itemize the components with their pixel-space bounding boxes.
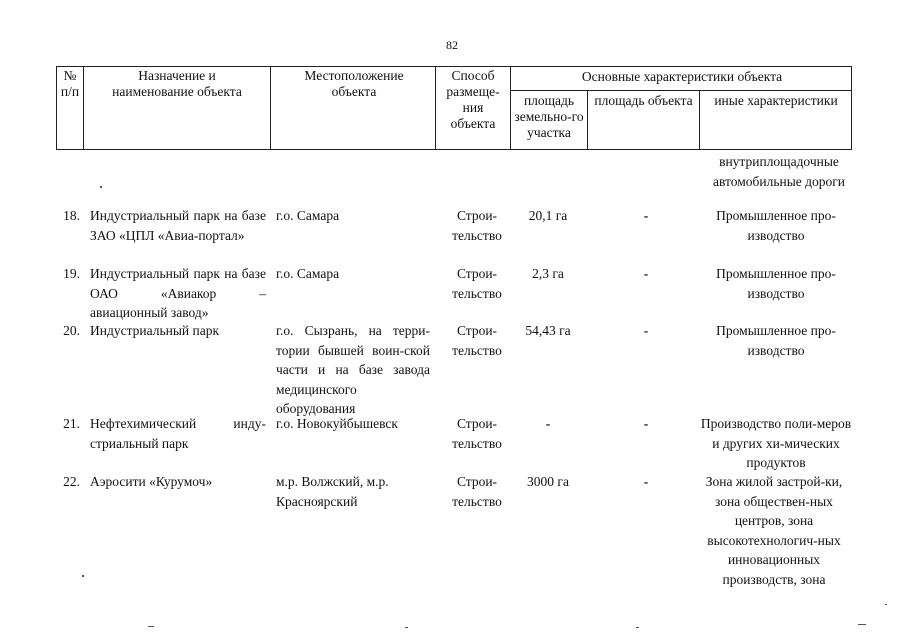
scan-speck: [100, 186, 102, 188]
placement-method: Строи-тельство: [452, 208, 502, 243]
placement-method: Строи-тельство: [452, 474, 502, 509]
header-sub-land-area: площадь земельно-го участка: [514, 93, 584, 140]
header-col-method: Способ размеще-ния объекта: [446, 68, 500, 131]
object-name: Индустриальный парк на базе ОАО «Авиакор – авиационный завод»: [90, 266, 266, 320]
page-number: 82: [446, 38, 458, 52]
header-col-number: № п/п: [60, 68, 80, 99]
scan-speck: [82, 575, 84, 577]
land-area: -: [545, 416, 551, 431]
object-name: Индустриальный парк на базе ЗАО «ЦПЛ «Авиа-портал»: [90, 208, 266, 243]
land-area: 2,3 га: [532, 266, 564, 281]
object-name: Аэросити «Курумоч»: [90, 474, 213, 489]
header-col-name: Назначение и наименование объекта: [112, 68, 242, 99]
other-characteristics: Зона жилой застрой-ки, зона обществен-ных центров, зона высокотехнологич-ных инновационных производств, зона: [705, 474, 843, 587]
object-area: -: [643, 323, 649, 338]
object-location: м.р. Волжский, м.р. Красноярский: [276, 474, 389, 509]
land-area: 20,1 га: [528, 208, 568, 223]
object-area: -: [643, 416, 649, 431]
land-area: 54,43 га: [525, 323, 571, 338]
header-sub-object-area: площадь объекта: [594, 93, 693, 108]
row-number: 18.: [63, 208, 80, 223]
continuation-other-characteristics: внутриплощадочные автомобильные дороги: [712, 154, 846, 189]
object-location: г.о. Новокуйбышевск: [276, 416, 398, 431]
object-name: Нефтехимический инду-стриальный парк: [90, 416, 266, 451]
object-area: -: [643, 266, 649, 281]
placement-method: Строи-тельство: [452, 323, 502, 358]
object-location: г.о. Сызрань, на терри-тории бывшей воин-ской части и на базе завода медицинского оборудования: [276, 323, 430, 416]
object-location: г.о. Самара: [276, 266, 340, 281]
scan-speck: [885, 604, 887, 605]
scan-speck: [858, 624, 866, 625]
scan-speck: [636, 627, 639, 628]
row-number: 21.: [63, 416, 80, 431]
placement-method: Строи-тельство: [452, 266, 502, 301]
other-characteristics: Промышленное про-изводство: [716, 208, 836, 243]
placement-method: Строи-тельство: [452, 416, 502, 451]
object-area: -: [643, 208, 649, 223]
header-sub-other: иные характеристики: [714, 93, 838, 108]
object-name: Индустриальный парк: [90, 323, 220, 338]
land-area: 3000 га: [527, 474, 569, 489]
row-number: 19.: [63, 266, 80, 281]
other-characteristics: Промышленное про-изводство: [716, 266, 836, 301]
table-header: [56, 66, 852, 150]
other-characteristics: Промышленное про-изводство: [716, 323, 836, 358]
row-number: 20.: [63, 323, 80, 338]
row-number: 22.: [63, 474, 80, 489]
header-col-main-characteristics: Основные характеристики объекта: [581, 69, 783, 84]
header-col-location: Местоположение объекта: [304, 68, 404, 99]
scan-speck: [405, 627, 408, 628]
scan-speck: [148, 626, 154, 627]
object-location: г.о. Самара: [276, 208, 340, 223]
other-characteristics: Производство поли-меров и других хи-мических продуктов: [700, 416, 852, 470]
object-area: -: [643, 474, 649, 489]
